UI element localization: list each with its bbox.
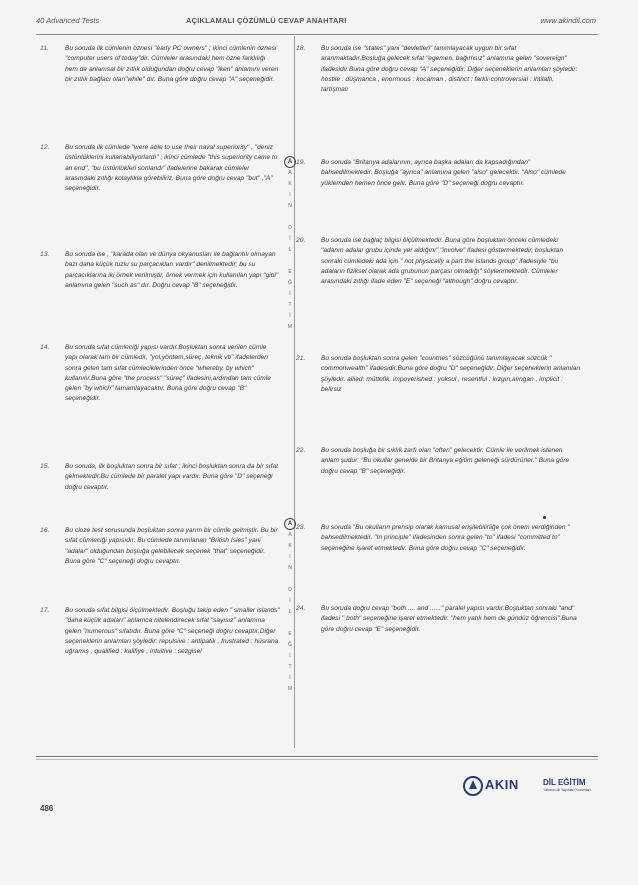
side-vertical-glyph: K	[288, 543, 292, 549]
item-number: 18.	[296, 45, 306, 52]
item-number: 15.	[40, 463, 50, 470]
publisher-circle-icon: A	[284, 156, 296, 168]
answer-item-19	[296, 158, 582, 189]
item-number: 12.	[40, 144, 50, 151]
answer-item-20	[296, 236, 582, 287]
side-vertical-glyph	[282, 256, 298, 267]
footer-rule	[36, 756, 598, 757]
side-vertical-text	[282, 530, 298, 695]
side-vertical-glyph: A	[288, 170, 292, 176]
answer-item-15	[40, 462, 280, 493]
publisher-circle-icon: A	[284, 518, 296, 530]
item-number: 19.	[296, 159, 306, 166]
item-explanation: Bu soruda ise "states" yani "devletleri" tanımlayacak uygun bir sıfat aranmaktadır.Boşluğa gelecek sıfat "egemen, bağımsız" anlamına gelen "sovereign" ifadesidir.Buna göre doğru cevap "A" seçeneğidir. Diğer seçeneklerin anlamları şöyledir: hostile : düşmanca , enormous : kocaman , distinct : farklı controversial : ihtilaflı, tartışmalı	[321, 45, 578, 94]
item-number: 11.	[40, 45, 49, 52]
side-vertical-glyph: İ	[289, 598, 291, 604]
item-explanation: Bu soruda ise bağlaç bilgisi ölçülmektedir. Buna göre boşluktan önceki cümledeki "adanın adalar grubu içinde yer aldığını" "involve" ifadesi göstermektedir, boşluktan sonraki cümledeki ada için " not physically a part the Islands group" ifadesiyle "bu adaların fiziksel olarak ada grubunun parçası olmadığı" söylenmektedir. Cümleler arasındaki zıtlığı ifade eden "E" seçeneği "although" doğru cevaptır.	[321, 237, 564, 286]
logo-word-secondary: DİL EĞİTİM	[543, 778, 586, 787]
side-vertical-glyph	[282, 212, 298, 223]
answer-item-16	[40, 526, 280, 567]
answer-item-22	[296, 446, 582, 477]
item-explanation: Bu soruda doğru cevap "both .... and ......" paralel yapısı vardır.Boşluktan sonraki "and" ifadesi " both" seçeneğine işaret etmektedir. "hem yatılı hem de gündüz öğrencisi".Buna göre doğru cevap "E" seçeneğidir.	[321, 605, 577, 633]
side-vertical-glyph: I	[289, 192, 291, 198]
item-number: 14.	[40, 344, 50, 351]
item-explanation: Bu soruda "Bu okulların prensip olarak kamusal erişilebilirliğe çok önem verdiğinden " bahsedilmektedir. "In principle" ifadesinden sonra gelen "to" ifadesi "committed to" seçeneğine işaret etmektedir. Buna göre doğru cevap "C" seçeneğidir.	[321, 524, 570, 552]
side-vertical-glyph: K	[288, 181, 292, 187]
side-vertical-glyph: T	[288, 302, 292, 308]
item-explanation: Bu soruda ilk cümlenin öznesi "early PC owners" ; ikinci cümlenin öznesi "computer users of today"dir. Cümleler arasındaki hem özne farklılığı hem de anlamsal bir zıtlık olduğundan doğru cevap "iken" anlamını veren bir zıtlık bağlacı olan"while" dır. Buna göre doğru cevap "A" seçeneğidir.	[65, 45, 279, 83]
footer-rule-thin	[36, 759, 598, 760]
side-vertical-glyph	[282, 618, 298, 629]
answer-item-21	[296, 354, 582, 395]
item-number: 17.	[40, 607, 50, 614]
side-mark-upper	[282, 156, 298, 333]
side-vertical-glyph: N	[288, 203, 292, 209]
side-vertical-glyph: İ	[289, 675, 291, 681]
answer-item-18	[296, 44, 582, 95]
item-explanation: Bu soruda "Britanya adalarının, ayrıca başka adaları da kapsadığından" bahsedilmektedir. Boşluğa "ayrıca" anlamına gelen "also" gelecektir. "Also" cümlede yüklemden hemen önce gelir. Buna göre "D" seçeneği doğru cevaptır.	[321, 159, 566, 187]
item-explanation: Bu cloze test sorusunda boşluktan sonra yarım bir cümle gelmiştir. Bu bir sıfat cümleciği yapısıdır. Bu cümlede tanımlanan "British Isles" yani "adalar" olduğundan boşluğa gelebilecek seçenek "that" seçeneğidir. Buna göre "C" seçeneği doğru cevaptır.	[65, 527, 278, 565]
logo-triangle-icon	[463, 776, 483, 796]
answer-item-12	[40, 143, 280, 194]
item-number: 20.	[296, 237, 306, 244]
side-vertical-glyph: L	[288, 609, 292, 615]
publisher-logo	[463, 776, 613, 796]
item-explanation: Bu soruda boşluğa bir sıklık zarfı olan "often" gelecektir. Cümle ile verilmek istenen anlam şudur: "Bu okullar genelde bir Britanya eğitim geleneği sürdürürler." Buna göre doğru cevap "B" seçeneğidir.	[321, 447, 570, 475]
item-number: 13.	[40, 251, 50, 258]
answer-item-11	[40, 44, 280, 85]
item-explanation: Bu soruda boşluktan sonra gelen "countries" sözcüğünü tanımlayacak sözcük " commonwealth" ifadesidir.Buna göre doğru "D" seçeneğidir. Diğer seçeneklerin anlamları şöyledir. allied: müttefik, impoverished : yoksul , resentful : kızgın,alıngan , implicit : belirsiz	[321, 355, 581, 393]
side-vertical-glyph: T	[288, 664, 292, 670]
side-vertical-glyph: Ğ	[288, 642, 292, 648]
page-header	[36, 16, 596, 30]
side-vertical-glyph: A	[288, 532, 292, 538]
answer-item-24	[296, 604, 582, 635]
side-vertical-glyph: İ	[289, 313, 291, 319]
side-vertical-glyph: İ	[289, 236, 291, 242]
item-number: 16.	[40, 527, 50, 534]
header-rule	[36, 34, 598, 35]
answer-item-23	[296, 523, 582, 554]
side-mark-lower	[282, 518, 298, 695]
side-vertical-glyph: M	[287, 324, 293, 330]
header-website: www.akindil.com	[540, 16, 596, 25]
side-vertical-glyph: D	[288, 225, 292, 231]
answer-item-17	[40, 606, 280, 657]
item-number: 21.	[296, 355, 306, 362]
side-vertical-glyph: N	[288, 565, 292, 571]
logo-word: AKIN	[485, 777, 519, 792]
item-number: 22.	[296, 447, 306, 454]
header-book-title: 40 Advanced Tests	[36, 16, 100, 25]
header-section-title: AÇIKLAMALI ÇÖZÜMLÜ CEVAP ANAHTARI	[186, 16, 347, 25]
side-vertical-glyph: İ	[289, 291, 291, 297]
side-vertical-glyph: M	[287, 686, 293, 692]
side-vertical-glyph: L	[288, 247, 292, 253]
item-explanation: Bu soruda sıfat bilgisi ölçülmektedir. Boşluğu takip eden " smaller islands" "daha küçük adaları" anlamca nitelendirecek sıfat "sayısız" anlamına gelen "numerous" sıfatıdır. Buna göre "C" seçeneği doğru cevaptır.Diğer seçeneklerin anlamları şöyledir: repulsive : antipatik , frustrated : hüsrana uğramış , qualified : kalifiye , intuitive : sezgisel	[65, 607, 280, 656]
item-number: 23.	[296, 524, 306, 531]
side-vertical-glyph: Ğ	[288, 280, 292, 286]
side-vertical-glyph	[282, 574, 298, 585]
logo-subtitle: Yabancı dil Yayınları Kurumları	[543, 788, 591, 792]
side-vertical-glyph: I	[289, 554, 291, 560]
answer-item-14	[40, 343, 280, 405]
item-explanation: Bu soruda, ilk boşluktan sonra bir sıfat ; ikinci boşluktan sonra da bir sıfat gelmektedir.Bu cümlede bir paralel yapı vardır. Buna göre "D" seçeneği doğru cevaptır.	[65, 463, 278, 491]
side-vertical-glyph: E	[288, 631, 292, 637]
item-explanation: Bu soruda ilk cümlede "were able to use their naval superiority" , "deniz üstünlüklerini kullanabiliyorlardı" ; ikinci cümlede "this superiority came to an end", "bu üstünlükleri sonlandı" ifadelerine bakarak cümleler arasındaki zıtlığı kolaylıkla görebiliriz. Buna göre doğru cevap "but" ,"A" seçeneğidir.	[65, 144, 278, 193]
item-explanation: Bu soruda sıfat cümleciği yapısı vardır.Boşluktan sonra verilen cümle yapı olarak tam bir cümledir, "yol,yöntem,süreç, teknik vb" ifadelerden sonra gelen tam sıfat cümleciklerinden önce "whereby, by which" kullanılır.Buna göre "the process" "süreç" ifadesini,ardından tam cümle gelen "by which" tamamlayacaktır. Buna göre doğru cevap "B" seçeneğidir.	[65, 344, 271, 403]
side-vertical-glyph: D	[288, 587, 292, 593]
side-vertical-glyph: E	[288, 269, 292, 275]
side-vertical-glyph: İ	[289, 653, 291, 659]
page-number: 486	[40, 804, 54, 813]
scan-speck	[543, 516, 546, 519]
item-number: 24.	[296, 605, 306, 612]
side-vertical-text	[282, 168, 298, 333]
item-explanation: Bu soruda ise , "karada olan ve dünya okyanusları ile bağlantılı olmayan bazı daha küçük tuzlu su parçacıkları vardır" denilmektedir; bu su parçacıklarına iki örnek verilmiştir, örnek vermek için kullanılan yapı "gibi" anlamına gelen "such as" dır. Doğru cevap "B" seçeneğidir.	[65, 251, 279, 289]
answer-item-13	[40, 250, 280, 291]
